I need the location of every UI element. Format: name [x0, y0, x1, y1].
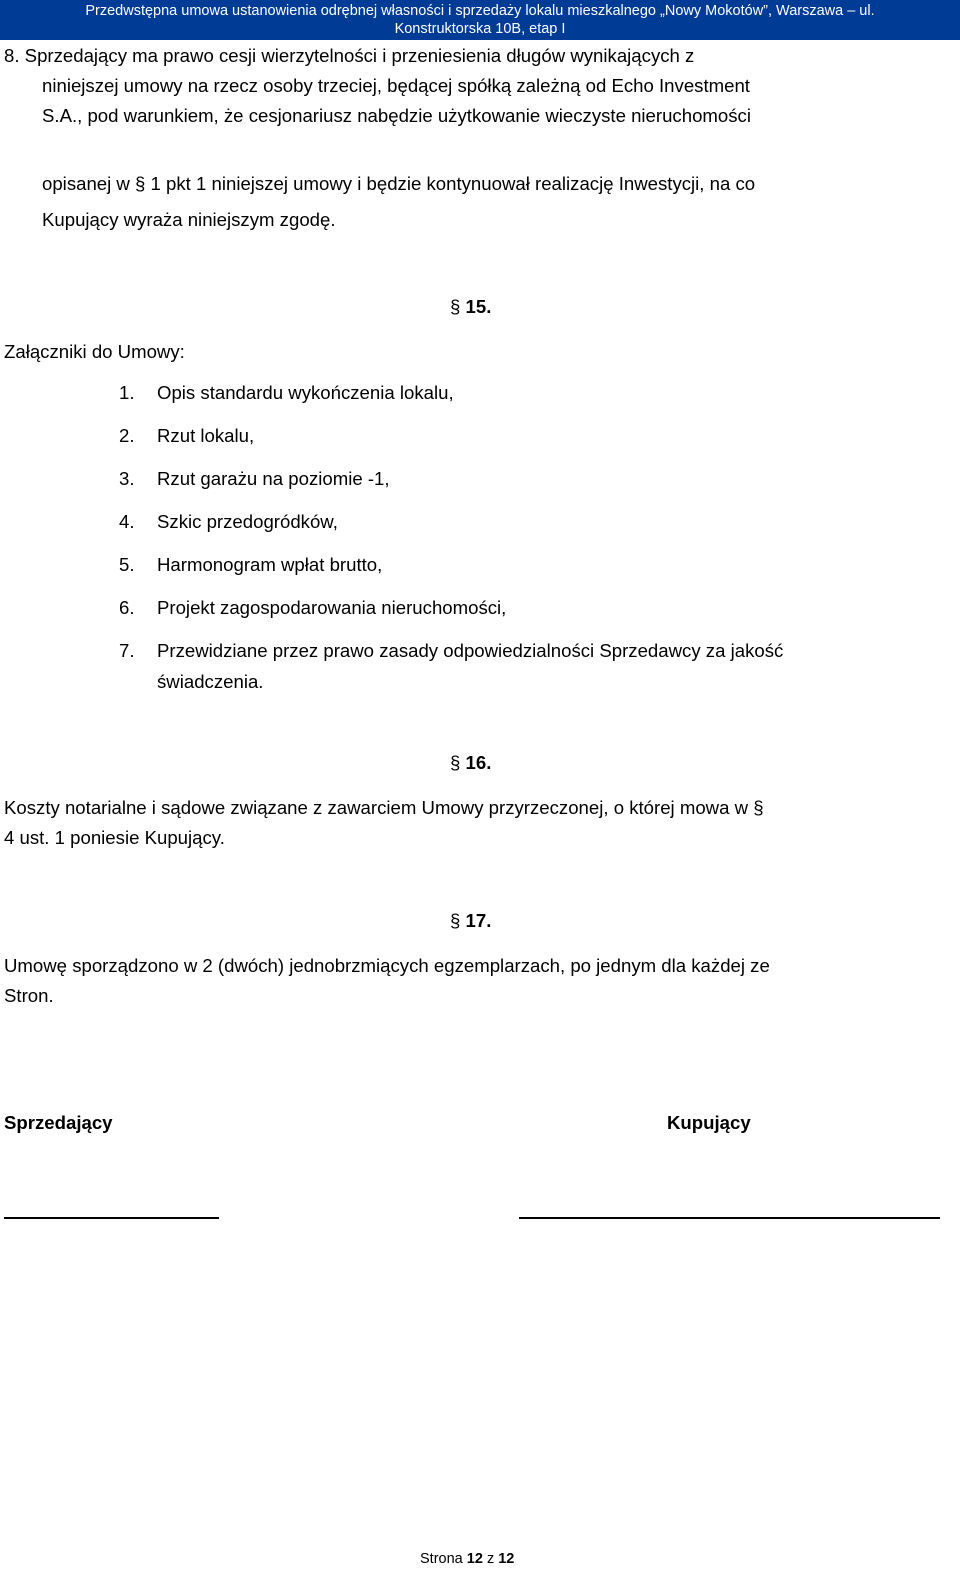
section-15-number: 15.	[465, 296, 492, 317]
header-line-2: Konstruktorska 10B, etap I	[394, 21, 566, 37]
paragraph-8-line-3: S.A., pod warunkiem, że cesjonariusz nabędzie użytkowanie wieczyste nieruchomości	[42, 105, 751, 126]
section-sign-icon: §	[450, 752, 461, 773]
section-17-line-1: Umowę sporządzono w 2 (dwóch) jednobrzmiących egzemplarzach, po jednym dla każdej ze	[4, 955, 770, 976]
buyer-signature-line	[519, 1217, 940, 1219]
paragraph-8-line-4: opisanej w § 1 pkt 1 niniejszej umowy i będzie kontynuował realizację Inwestycji, na co	[42, 173, 756, 194]
section-15-heading	[450, 296, 491, 318]
paragraph-8-line-5: Kupujący wyraża niniejszym zgodę.	[42, 209, 336, 230]
header-line-1: Przedwstępna umowa ustanowienia odrębnej własności i sprzedaży lokalu mieszkalnego „Nowy Mokotów”, Warszawa – ul.	[85, 3, 875, 19]
total-pages: 12	[498, 1551, 515, 1567]
document-header	[0, 0, 960, 40]
seller-label: Sprzedający	[4, 1112, 113, 1133]
section-16-line-1: Koszty notarialne i sądowe związane z zawarciem Umowy przyrzeczonej, o której mowa w §	[4, 797, 764, 818]
section-16-heading	[450, 752, 491, 774]
list-item-7-continuation: świadczenia.	[157, 671, 264, 692]
current-page: 12	[466, 1551, 483, 1567]
section-sign-icon: §	[450, 910, 461, 931]
section-17-heading	[450, 910, 491, 932]
paragraph-8-line-1: 8. Sprzedający ma prawo cesji wierzytelności i przeniesienia długów wynikających z	[4, 45, 695, 66]
section-17-number: 17.	[465, 910, 492, 931]
seller-signature-line	[4, 1217, 219, 1219]
buyer-label: Kupujący	[667, 1112, 751, 1133]
section-sign-icon: §	[450, 296, 461, 317]
page-number: Strona 12 z 12	[420, 1551, 515, 1567]
section-17-line-2: Stron.	[4, 985, 54, 1006]
paragraph-8-line-2: niniejszej umowy na rzecz osoby trzeciej, będącej spółką zależną od Echo Investment	[42, 75, 750, 96]
section-16-line-2: 4 ust. 1 poniesie Kupujący.	[4, 827, 225, 848]
attachments-intro: Załączniki do Umowy:	[4, 341, 185, 362]
section-16-number: 16.	[465, 752, 492, 773]
